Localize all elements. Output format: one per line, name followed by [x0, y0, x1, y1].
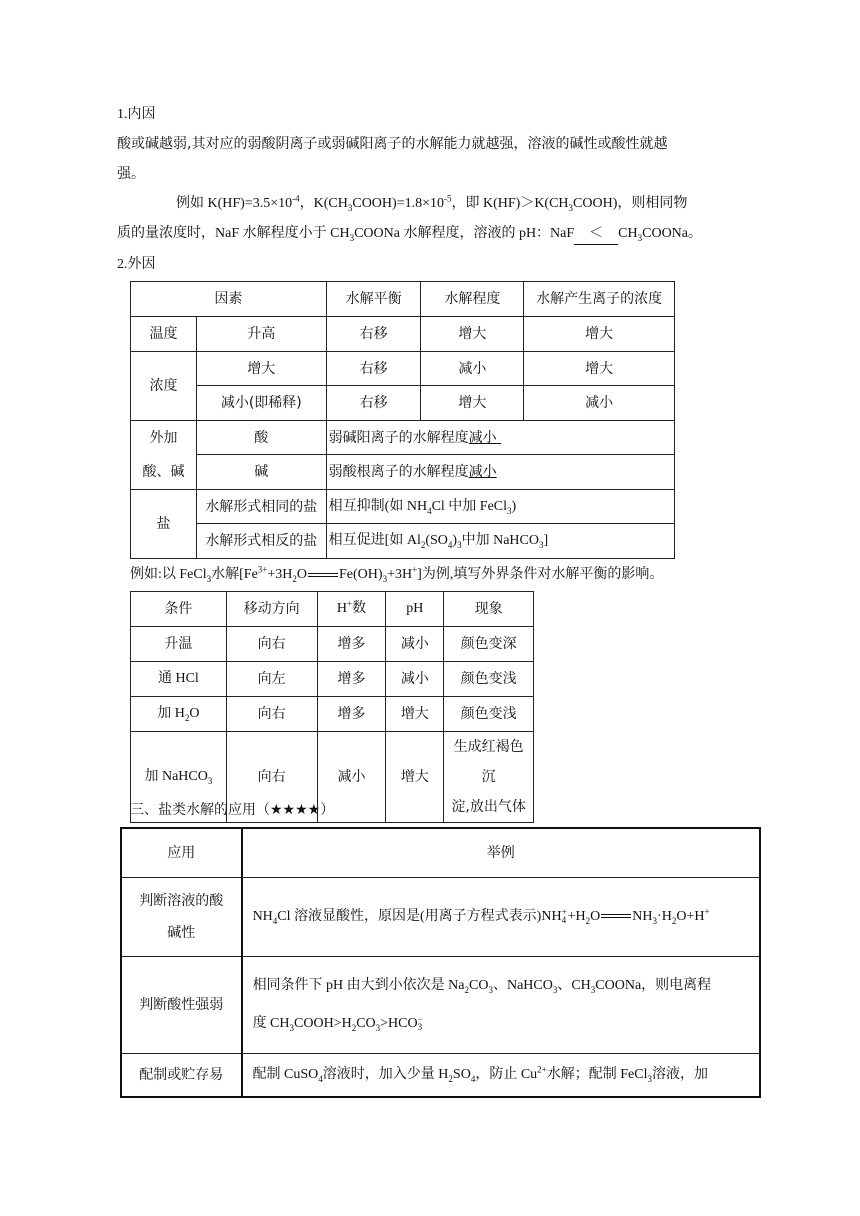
cell: 颜色变深 [444, 627, 534, 662]
sub: 2 [671, 915, 677, 926]
cell: 向左 [226, 662, 317, 697]
text: Cl 溶液显酸性，原因是(用离子方程式表示)NH [277, 908, 562, 924]
para-internal-line2: 强。 [117, 166, 145, 182]
cell: 增大 [421, 317, 524, 352]
text: +3H [267, 567, 293, 582]
header-ph: pH [386, 592, 444, 627]
text: ] [543, 533, 549, 548]
header-direction: 移动方向 [226, 592, 317, 627]
equilibrium-arrow-icon [308, 571, 338, 579]
example-line1 [176, 194, 687, 214]
cell: 升高 [196, 317, 326, 352]
text: 相互促进[如 Al [328, 533, 421, 548]
cell: 加 $H_2O$ [131, 697, 227, 732]
text: COOH)=1.8×10 [352, 196, 444, 211]
text: 例如 K(HF)=3.5×10 [176, 196, 293, 211]
sub: 3 [637, 232, 643, 243]
sup: + [412, 564, 418, 575]
header-ion-conc: 水解产生离子的浓度 [524, 282, 675, 317]
text: 配制 CuSO [252, 1066, 319, 1082]
row-label-salt: 盐 [131, 490, 197, 559]
sub: 3 [488, 984, 493, 995]
cell: 向右 [226, 732, 317, 823]
text: SO [452, 1066, 471, 1082]
text: COONa。 [642, 226, 703, 241]
text: 相同条件下 pH 由大到小依次是 Na [252, 977, 465, 993]
cell: 向右 [226, 697, 317, 732]
header-condition: 条件 [131, 592, 227, 627]
label-line: 酸、碱 [142, 464, 185, 480]
text: +3H [387, 567, 413, 582]
ion-charge-stack: − 3 [417, 1014, 423, 1033]
cell-acidity-example [242, 877, 760, 956]
text: Fe(OH) [339, 567, 383, 582]
cell: 通 HCl [131, 662, 227, 697]
text: 中加 NaHCO [461, 533, 539, 548]
cell: 增大 [196, 352, 326, 386]
text: O [296, 567, 308, 582]
sub: 4 [318, 1073, 323, 1084]
sub: 3 [289, 1022, 295, 1033]
text: (SO [425, 533, 448, 548]
sub: 3 [207, 775, 213, 786]
applications-table [120, 827, 761, 1098]
cell: 水解形式相反的盐 [196, 524, 326, 559]
text: COONa 水解程度，溶液的 pH：NaF [354, 226, 575, 241]
text: 、NaHCO [492, 977, 553, 993]
text-line [253, 967, 755, 1005]
row-label-temp: 温度 [131, 317, 197, 352]
cell-phenomenon-two-line [444, 732, 534, 823]
header-equilibrium: 水解平衡 [326, 282, 421, 317]
cell: 增大 [386, 732, 444, 823]
example2-line [130, 565, 663, 585]
label-line: 外加 [149, 430, 178, 446]
cell: 减小 [386, 662, 444, 697]
label-line: 碱性 [167, 924, 196, 941]
text: 加 H [157, 706, 185, 721]
underline-pad [497, 430, 501, 446]
text: ，防止 Cu [475, 1066, 538, 1082]
text: 弱酸根离子的水解程度 [328, 464, 469, 480]
sub: 3 [647, 1073, 652, 1084]
cell: 增大 [524, 352, 675, 386]
cell: 增多 [317, 662, 386, 697]
label-line: 判断溶液的酸 [139, 892, 224, 909]
text: >HCO [380, 1015, 418, 1031]
answer-underlined: 减小 [468, 464, 497, 480]
sub: 2 [420, 539, 426, 550]
exp: -5 [443, 193, 452, 204]
heading-external-factor: 2.外因 [117, 257, 156, 272]
cell: 右移 [326, 317, 421, 352]
cell: 升温 [131, 627, 227, 662]
heading-applications: 三、盐类水解的应用（★★★★） [130, 802, 335, 818]
text: 水解[Fe [211, 567, 258, 582]
text: 质的量浓度时，NaF 水解程度小于 CH [117, 226, 350, 241]
text: 溶液，加 [651, 1066, 708, 1082]
sub: 4 [470, 1073, 476, 1084]
sub: 3 [552, 984, 558, 995]
header-application: 应用 [121, 828, 242, 877]
sub: 3 [347, 202, 353, 213]
sub: 2 [292, 573, 297, 584]
cell-base-effect [326, 455, 674, 490]
text: ]为例,填写外界条件对水解平衡的影响。 [417, 567, 664, 582]
text: 水解；配制 FeCl [546, 1066, 648, 1082]
sup: + [704, 905, 710, 916]
text: 弱碱阳离子的水解程度 [328, 429, 469, 446]
text: ) [511, 498, 517, 514]
text: CO [356, 1015, 376, 1031]
cell: 右移 [326, 386, 421, 421]
text: H [336, 601, 347, 616]
text: COONa，则电离程 [595, 977, 712, 993]
cell-acid-effect [326, 421, 674, 455]
text: O+H [676, 908, 705, 924]
text: ) [452, 533, 458, 548]
equilibrium-arrow-icon [601, 912, 631, 920]
sup: 3+ [257, 564, 268, 575]
row-label-acid-strength: 判断酸性强弱 [121, 956, 242, 1053]
fecl3-hydrolysis-table [130, 591, 534, 823]
answer-blank: ＜ [574, 224, 618, 245]
sup: 2+ [537, 1064, 547, 1075]
sub: 3 [457, 539, 462, 550]
cell: 颜色变浅 [444, 662, 534, 697]
row-label-storage: 配制或贮存易 [121, 1053, 242, 1097]
sub: 2 [448, 1073, 453, 1084]
sub: 2 [585, 915, 591, 926]
cell: 碱 [196, 455, 326, 490]
sub: 3 [590, 984, 596, 995]
text: NH [252, 908, 273, 924]
sub: 4 [272, 915, 278, 926]
cell-salt-opposite [326, 524, 674, 559]
sub: 3 [382, 573, 388, 584]
cell: 向右 [226, 627, 317, 662]
text: ，K(CH [299, 196, 348, 211]
cell: 减小 [524, 386, 675, 421]
sub: 3 [568, 202, 574, 213]
ion-charge-stack: + 4 [561, 907, 567, 926]
text: 溶液时，加入少量 H [322, 1066, 449, 1082]
cell: 减小 [317, 732, 386, 823]
heading-internal-factor: 1.内因 [117, 107, 156, 122]
cell-storage-example [242, 1053, 760, 1097]
cell: 增大 [421, 386, 524, 421]
cell: 减小 [386, 627, 444, 662]
text: 、CH [557, 977, 591, 993]
cell: 增大 [524, 317, 675, 352]
sub: 3 [507, 505, 512, 516]
text-line [253, 1005, 755, 1043]
cell: 右移 [326, 352, 421, 386]
answer-underlined: 减小 [468, 429, 497, 446]
sub: 3 [652, 915, 658, 926]
text: CO [469, 977, 489, 993]
cell: 增多 [317, 697, 386, 732]
sub: 3 [538, 539, 544, 550]
cell: 减小 [421, 352, 524, 386]
text: NH [632, 908, 653, 924]
header-phenomenon: 现象 [444, 592, 534, 627]
cell-acid-strength-example [242, 956, 760, 1053]
text: 例如:以 FeCl [130, 567, 207, 582]
sub: 4 [427, 505, 432, 516]
header-degree: 水解程度 [421, 282, 524, 317]
text: 加 NaHCO [144, 769, 208, 784]
text: 数 [352, 601, 367, 616]
text: COOH>H [294, 1015, 352, 1031]
sub: 2 [184, 712, 190, 723]
header-factor: 因素 [131, 282, 327, 317]
example-line2 [117, 224, 702, 245]
text: 淀,放出气体 [451, 799, 526, 815]
row-label-acidity [121, 877, 242, 956]
cell: 颜色变浅 [444, 697, 534, 732]
sup: + [346, 598, 353, 609]
sub: 3 [206, 573, 212, 584]
text: CH [618, 226, 638, 241]
sub: 2 [464, 984, 469, 995]
text: 生成红褐色沉 [453, 739, 524, 785]
cell-salt-same [326, 490, 674, 524]
text: 度 CH [252, 1015, 290, 1031]
row-label-conc: 浓度 [131, 352, 197, 421]
sub: 2 [351, 1022, 357, 1033]
header-h-count [317, 592, 386, 627]
cell: 增多 [317, 627, 386, 662]
cell: 水解形式相同的盐 [196, 490, 326, 524]
cell: 减小(即稀释) [196, 386, 326, 421]
cell: 酸 [196, 421, 326, 455]
text: ，即 K(HF)＞K(CH [451, 196, 569, 211]
para-internal-line1: 酸或碱越弱,其对应的弱酸阴离子或弱碱阳离子的水解能力就越强，溶液的碱性或酸性就越 [117, 136, 668, 152]
text: ·H [657, 908, 672, 924]
cell: 增大 [386, 697, 444, 732]
sub: 4 [447, 539, 453, 550]
text: Cl 中加 FeCl [431, 498, 508, 514]
sub: 3 [375, 1022, 381, 1033]
external-factor-table [130, 281, 675, 559]
exp: -4 [292, 193, 300, 204]
sub: 3 [349, 232, 355, 243]
text: O [590, 908, 601, 924]
text: COOH)，则相同物 [573, 196, 688, 211]
text: +H [567, 908, 586, 924]
header-example: 举例 [242, 828, 760, 877]
row-label-acid-base [131, 421, 197, 490]
text: 相互抑制(如 NH [328, 498, 428, 514]
